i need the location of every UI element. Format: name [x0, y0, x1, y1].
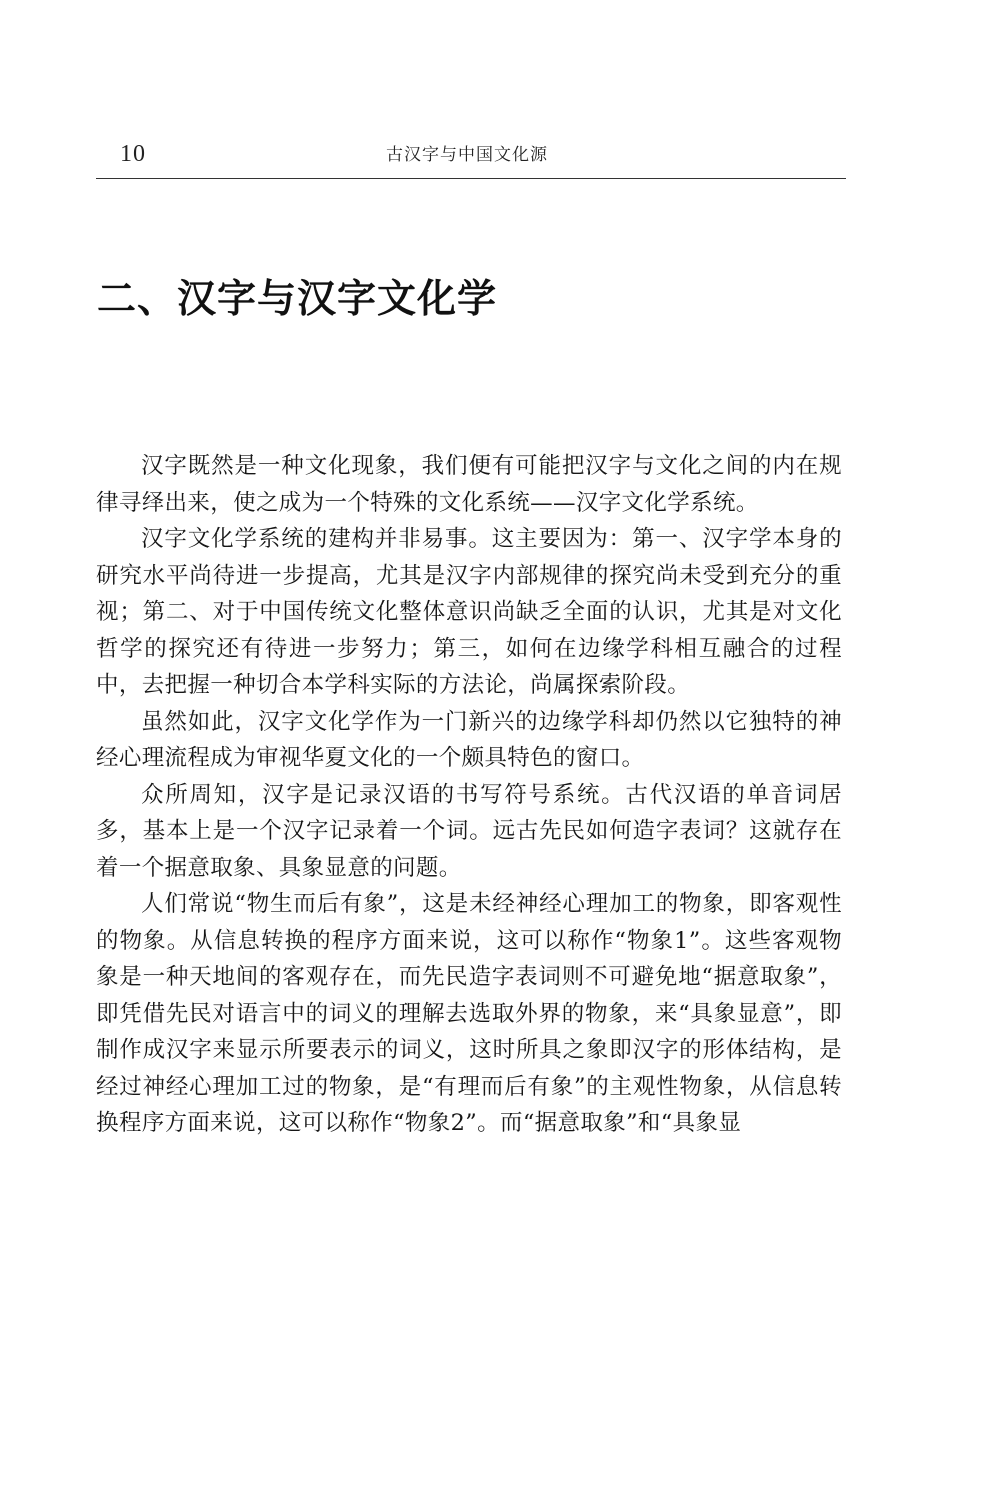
- paragraph: 人们常说“物生而后有象”，这是未经神经心理加工的物象，即客观性的物象。从信息转换的程序方面来说，这可以称作“物象1”。这些客观物象是一种天地间的客观存在，而先民造字表词则不可避免地“据意取象”，即凭借先民对语言中的词义的理解去选取外界的物象，来“具象显意”，即制作成汉字来显示所要表示的词义，这时所具之象即汉字的形体结构，是经过神经心理加工过的物象，是“有理而后有象”的主观性物象，从信息转换程序方面来说，这可以称作“物象2”。而“据意取象”和“具象显: [96, 891, 842, 1136]
- paragraph: 众所周知，汉字是记录汉语的书写符号系统。古代汉语的单音词居多，基本上是一个汉字记录着一个词。远古先民如何造字表词？这就存在着一个据意取象、具象显意的问题。: [96, 781, 842, 881]
- paragraph: 汉字文化学系统的建构并非易事。这主要因为：第一、汉字学本身的研究水平尚待进一步提高，尤其是汉字内部规律的探究尚未受到充分的重视；第二、对于中国传统文化整体意识尚缺乏全面的认识，尤其是对文化哲学的探究还有待进一步努力；第三，如何在边缘学科相互融合的过程中，去把握一种切合本学科实际的方法论，尚属探索阶段。: [96, 526, 842, 698]
- body-text: [96, 448, 842, 1142]
- paragraph: 虽然如此，汉字文化学作为一门新兴的边缘学科却仍然以它独特的神经心理流程成为审视华夏文化的一个颇具特色的窗口。: [96, 708, 842, 771]
- paragraph: 汉字既然是一种文化现象，我们便有可能把汉字与文化之间的内在规律寻绎出来，使之成为一个特殊的文化系统——汉字文化学系统。: [96, 453, 842, 516]
- section-heading: 二、汉字与汉字文化学: [97, 276, 498, 322]
- header-rule: [96, 178, 846, 179]
- page-header: [96, 138, 846, 184]
- page-number: 10: [120, 141, 146, 167]
- running-title: 古汉字与中国文化源: [386, 145, 548, 165]
